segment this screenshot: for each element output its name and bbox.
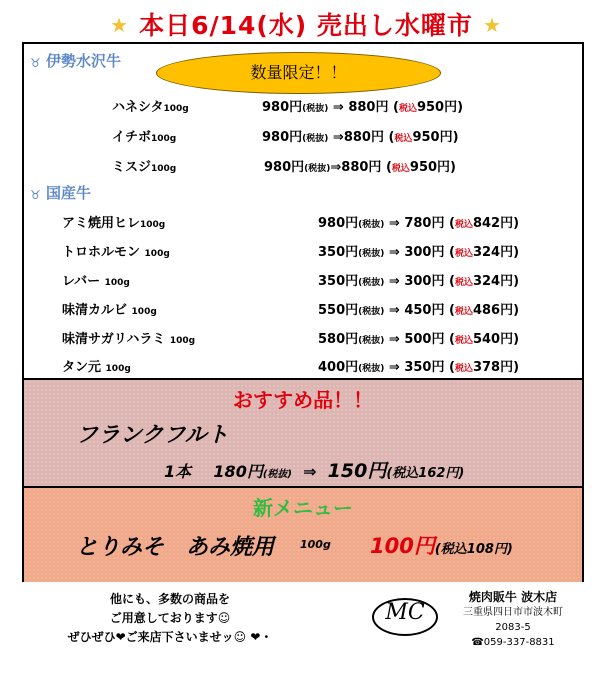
meat-price-section bbox=[24, 44, 582, 378]
list-item: ハネシタ100g bbox=[112, 100, 189, 115]
list-item: イチボ100g bbox=[112, 130, 177, 145]
shop-info bbox=[448, 590, 578, 650]
shop-address: 三重県四日市市波木町 bbox=[463, 607, 563, 618]
cow-icon: ♉ bbox=[30, 188, 41, 202]
section-label-domestic: ♉ 国産牛 bbox=[30, 184, 92, 202]
shop-logo: MC bbox=[372, 598, 438, 636]
price-line: 980円(税抜) ⇒880円 (税込950円) bbox=[262, 130, 459, 145]
list-item: 味清サガリハラミ 100g bbox=[62, 332, 196, 347]
limited-quantity-badge: 数量限定！！ bbox=[156, 52, 441, 94]
footer-message: 他にも、多数の商品を ご用意しております☺ ぜひぜひ❤ご来店下さいませッ☺ ❤・ bbox=[67, 592, 273, 644]
star-icon: ★ bbox=[482, 13, 502, 37]
list-item: 味清カルビ 100g bbox=[62, 303, 157, 318]
recommend-price-line: 1本 180円(税抜) ⇒ 150円(税込162円) bbox=[164, 460, 465, 482]
price-line: 980円(税抜) ⇒ 880円 (税込950円) bbox=[262, 100, 464, 115]
title-text: 本日6/14(水) 売出し水曜市 bbox=[139, 11, 473, 40]
new-menu-product: とりみそ あみ焼用 bbox=[76, 535, 275, 560]
price-line: 580円(税抜) ⇒ 500円 (税込540円) bbox=[318, 332, 520, 347]
flyer-frame bbox=[22, 42, 584, 582]
shop-address-number: 2083-5 bbox=[495, 622, 531, 633]
shop-phone: ☎059-337-8831 bbox=[471, 637, 555, 648]
shop-name: 焼肉販牛 波木店 bbox=[468, 590, 558, 604]
star-icon: ★ bbox=[110, 13, 130, 37]
price-line: 550円(税抜) ⇒ 450円 (税込486円) bbox=[318, 303, 520, 318]
page-title bbox=[0, 6, 612, 40]
new-menu-price: 100円(税込108円) bbox=[370, 534, 513, 558]
cow-icon: ♉ bbox=[30, 56, 41, 70]
price-line: 350円(税抜) ⇒ 300円 (税込324円) bbox=[318, 245, 520, 260]
list-item: アミ焼用ヒレ100g bbox=[62, 216, 166, 231]
list-item: ミスジ100g bbox=[112, 160, 177, 175]
list-item: タン元 100g bbox=[62, 360, 131, 375]
recommend-section bbox=[24, 378, 582, 488]
price-line: 350円(税抜) ⇒ 300円 (税込324円) bbox=[318, 274, 520, 289]
list-item: レバー 100g bbox=[62, 274, 130, 289]
new-menu-heading: 新メニュー bbox=[253, 496, 353, 520]
new-menu-section bbox=[24, 486, 582, 582]
recommend-product: フランクフルト bbox=[76, 423, 229, 448]
price-line: 980円(税抜)⇒880円 (税込950円) bbox=[264, 160, 456, 175]
section-label-ise: ♉ 伊勢水沢牛 bbox=[30, 52, 122, 70]
new-menu-unit: 100g bbox=[300, 538, 331, 551]
list-item: トロホルモン 100g bbox=[62, 245, 170, 260]
recommend-heading: おすすめ品！！ bbox=[232, 388, 374, 412]
price-line: 980円(税抜) ⇒ 780円 (税込842円) bbox=[318, 216, 520, 231]
price-line: 400円(税抜) ⇒ 350円 (税込378円) bbox=[318, 360, 520, 375]
